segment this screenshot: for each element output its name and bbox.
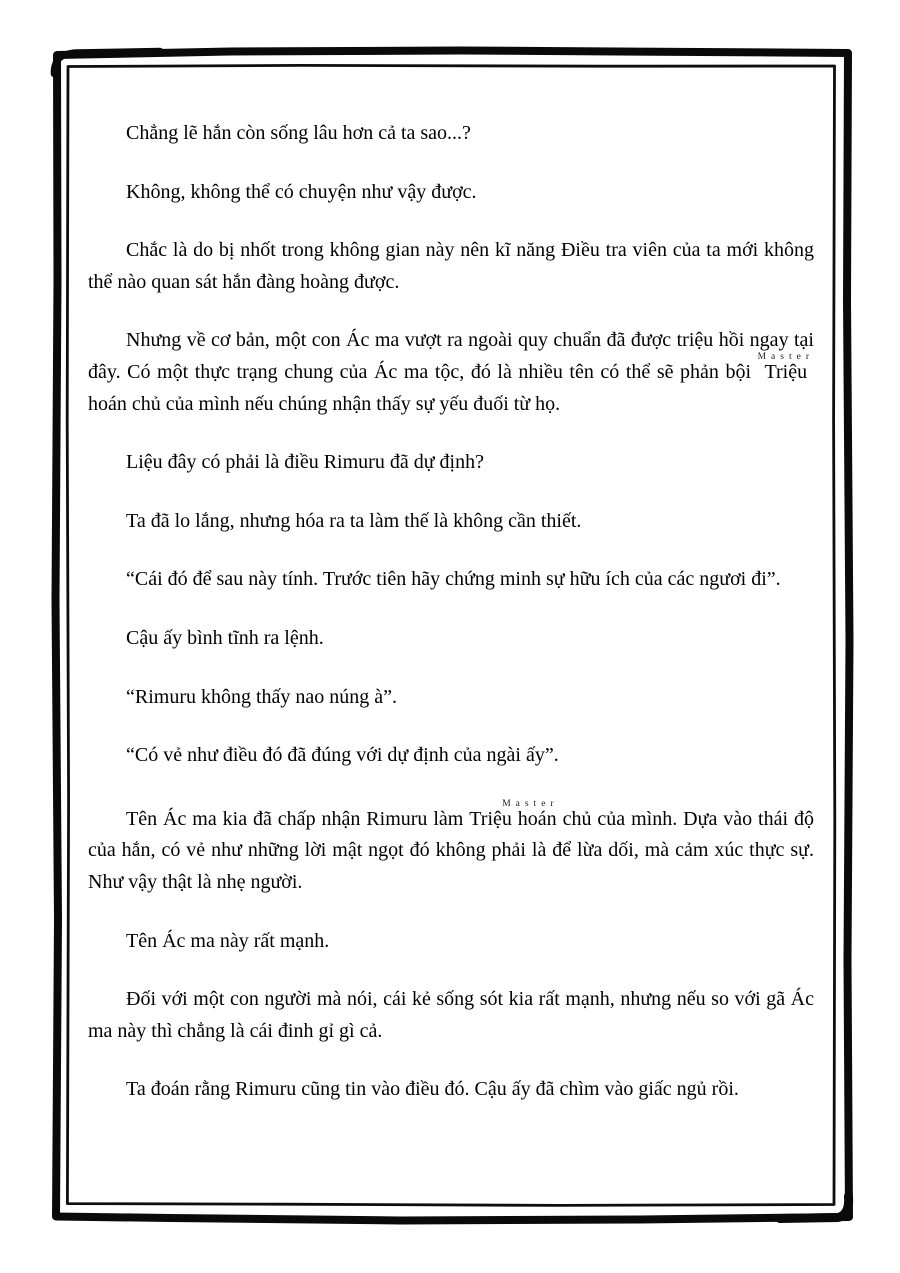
paragraph — [88, 235, 814, 298]
paragraph — [88, 1074, 814, 1106]
text-segment: Nhưng về cơ bản, một con Ác ma vượt ra ngoài quy chuẩn đã được triệu hồi ngay tại đây. Có một thực trạng chung của Ác ma tộc, đó là nhiều tên có thể sẽ phản bội — [88, 329, 814, 383]
paragraph — [88, 447, 814, 479]
paragraph — [88, 740, 814, 772]
text-segment: Ta đoán rằng Rimuru cũng tin vào điều đó. Cậu ấy đã chìm vào giấc ngủ rồi. — [126, 1078, 739, 1101]
text-segment: Đối với một con người mà nói, cái kẻ sống sót kia rất mạnh, nhưng nếu so với gã Ác ma này thì chẳng là cái đinh gỉ gì cả. — [88, 988, 814, 1042]
page-text — [88, 118, 814, 1133]
text-segment: Ta đã lo lắng, nhưng hóa ra ta làm thế là không cần thiết. — [126, 509, 582, 532]
ruby-annotated-term — [469, 798, 592, 830]
text-segment: “Cái đó để sau này tính. Trước tiên hãy chứng minh sự hữu ích của các ngươi đi”. — [126, 568, 781, 591]
paragraph — [88, 984, 814, 1047]
text-segment: Liệu đây có phải là điều Rimuru đã dự định? — [126, 451, 484, 474]
paragraph — [88, 118, 814, 150]
text-segment: “Có vẻ như điều đó đã đúng với dự định của ngài ấy”. — [126, 744, 559, 767]
paragraph — [88, 682, 814, 714]
text-segment: “Rimuru không thấy nao núng à”. — [126, 685, 398, 708]
frame-corner-accent-bottom-right — [780, 1196, 849, 1219]
text-segment: của mình. Dựa vào thái độ của hắn, có vẻ như những lời mật ngọt đó không phải là để lừa dối, mà cảm xúc thực sự. Như vậy thật là nhẹ người. — [88, 807, 814, 893]
text-segment: Tên Ác ma này rất mạnh. — [126, 929, 330, 952]
frame-corner-accent-top-left — [54, 51, 160, 74]
paragraph — [88, 325, 814, 420]
ruby-annotation-text: Master — [469, 798, 592, 809]
text-segment: Không, không thể có chuyện như vậy được. — [126, 180, 477, 203]
paragraph — [88, 799, 814, 899]
text-segment: Chẳng lẽ hắn còn sống lâu hơn cả ta sao...? — [126, 122, 471, 144]
ruby-annotation-text: Master — [757, 351, 814, 362]
paragraph — [88, 177, 814, 209]
paragraph — [88, 506, 814, 538]
ruby-base-text: Triệu hoán chủ — [88, 360, 814, 415]
ruby-base-text: Triệu hoán chủ — [469, 807, 592, 830]
paragraph — [88, 926, 814, 958]
text-segment: Tên Ác ma kia đã chấp nhận Rimuru làm — [126, 807, 470, 830]
paragraph — [88, 564, 814, 596]
text-segment: Chắc là do bị nhốt trong không gian này nên kĩ năng Điều tra viên của ta mới không thể nào quan sát hắn đàng hoàng được. — [88, 239, 814, 293]
text-segment: của mình nếu chúng nhận thấy sự yếu đuối từ họ. — [160, 392, 561, 415]
text-segment: Cậu ấy bình tĩnh ra lệnh. — [126, 626, 324, 649]
paragraph — [88, 623, 814, 655]
